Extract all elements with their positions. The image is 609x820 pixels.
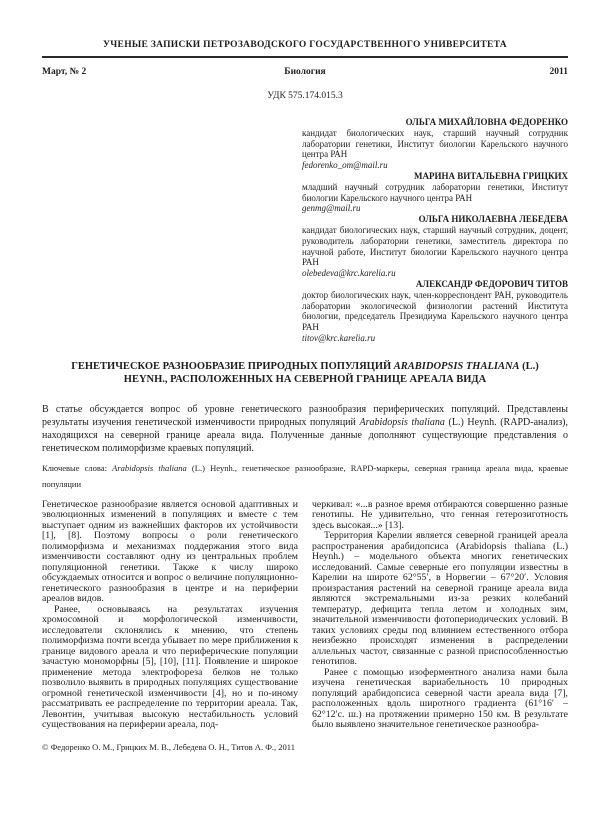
author-name: ОЛЬГА МИХАЙЛОВНА ФЕДОРЕНКО — [405, 117, 568, 127]
author-name: АЛЕКСАНДР ФЕДОРОВИЧ ТИТОВ — [415, 278, 568, 289]
masthead-row — [42, 67, 568, 78]
author-name: МАРИНА ВИТАЛЬЕВНА ГРИЦКИХ — [414, 170, 568, 181]
header-rule — [42, 56, 568, 58]
author-entry — [302, 171, 568, 214]
body-paragraph: Ранее с помощью изоферментного анализа нами была изучена генетическая вариабельность 10 природных популяций арабидопсиса северной части ареала вида [7], расположенных вдоль широтного градиента (61°16′ – 62°12′с. ш.) на протяжении примерно 150 км. В результате было выявлено значительное генетическое разнообра- — [312, 666, 568, 731]
author-affiliation: младший научный сотрудник лаборатории генетики, Институт биологии Карельского научного центра РАН — [302, 181, 568, 203]
author-affiliation: кандидат биологических наук, старший научный сотрудник, доцент, руководитель лаборатории генетики, заместитель директора по научной работе, Институт биологии Карельского научного центра РАН — [302, 224, 568, 268]
right-column — [312, 500, 568, 731]
body-paragraph: черкивал: «...в разное время отбираются совершенно разные генотипы. Не удивительно, что генная гетерозиготность здесь высокая...» [13]. — [312, 498, 568, 531]
author-email: fedorenko_om@mail.ru — [302, 160, 388, 171]
abstract-paragraph — [42, 403, 568, 455]
author-email: genmg@mail.ru — [302, 203, 361, 214]
issue-label: Март, № 2 — [42, 67, 87, 77]
author-name: ОЛЬГА НИКОЛАЕВНА ЛЕБЕДЕВА — [418, 214, 568, 225]
author-email: titov@krc.karelia.ru — [302, 332, 376, 343]
article-title — [53, 360, 558, 386]
abstract-text-part1: В статье обсуждается вопрос об уровне генетического разнообразия периферических популяций. Представлены результаты изучения генетической изменчивости природных популяций — [42, 403, 568, 428]
keywords-line — [42, 460, 568, 492]
body-text-part1: Территория Карелии является северной границей ареала распространения арабидопсиса ( — [312, 530, 568, 552]
keywords-list: (L.) Heynh., генетическое разнообразие, RAPD-маркеры, северная граница ареала вида, краевые популяции — [42, 462, 568, 489]
author-entry — [302, 279, 568, 344]
abstract-text-part2: (L.) Heynh. (RAPD-анализ), находящихся на северной границе ареала вида. Полученные данные дополняют существующие представления о генетическом полиморфизме краевых популяций. — [42, 416, 569, 454]
author-affiliation: кандидат биологических наук, старший научный сотрудник лаборатории генетики, Институт биологии Карельского научного центра РАН — [302, 127, 568, 160]
article-title-part2: (L.) HEYNH., РАСПОЛОЖЕННЫХ НА СЕВЕРНОЙ ГРАНИЦЕ АРЕАЛА ВИДА — [123, 360, 539, 385]
udk-code: УДК 575.174.015.3 — [267, 91, 343, 101]
species-name: ARABIDOPSIS THALIANA — [393, 360, 520, 372]
copyright-line: © Федоренко О. М., Грицких М. В., Лебедева О. Н., Титов А. Ф., 2011 — [42, 741, 295, 752]
body-text-part2: (L.) Heynh.) – модельного объекта многих генетических исследований. Самые северные его популяции известны в Карелии на широте 62°55′, в Норвегии – 67°20′. Условия произрастания растений на северной границе ареала вида являются экстремальными из-за резких колебаний температур, дефицита тепла летом и холодных зим, значительной изменчивости фотопериодических условий. В таких условиях среды под влиянием естественного отбора неизбежно происходят изменения в распределении аллельных частот, связанные с разной приспособленностью генотипов. — [312, 540, 568, 668]
species-name: Arabidopsis thaliana — [112, 462, 187, 473]
article-title-part1: ГЕНЕТИЧЕСКОЕ РАЗНООБРАЗИЕ ПРИРОДНЫХ ПОПУЛЯЦИЙ — [71, 360, 394, 372]
author-entry — [302, 214, 568, 279]
body-paragraph: Ранее, основываясь на результатах изучения хромосомной и морфологической изменчивости, исследователи склонялись к мнению, что степень полиморфизма почти всегда убывает по мере приближения к границе видового ареала и что периферические популяции зачастую мономорфны [5], [10], [11]. Появление и широкое применение метода электрофореза белков не только позволило выявить в природных популяциях существование огромной генетической изменчивости [4], но и по-иному рассматривать ее распределение по территории ареала. Так, Левонтин, учитывая высокую нестабильность условий существования на периферии ареала, под- — [42, 603, 298, 731]
author-email: olebedeva@krc.karelia.ru — [302, 268, 396, 279]
author-entry — [302, 117, 568, 171]
body-columns — [42, 500, 568, 731]
section-label: Биология — [284, 67, 326, 77]
author-affiliation: доктор биологических наук, член-корреспондент РАН, руководитель лаборатории экологической физиологии растений Института биологии, председатель Президиума Карельского научного центра РАН — [302, 289, 568, 333]
authors-block — [302, 117, 568, 344]
year-label: 2011 — [549, 67, 568, 77]
species-name: Arabidopsis thaliana — [359, 416, 445, 428]
left-column — [42, 500, 298, 731]
keywords-label: Ключевые слова: — [42, 462, 113, 473]
journal-header: УЧЕНЫЕ ЗАПИСКИ ПЕТРОЗАВОДСКОГО ГОСУДАРСТВЕННОГО УНИВЕРСИТЕТА — [103, 40, 507, 50]
body-paragraph — [312, 531, 568, 668]
body-paragraph: Генетическое разнообразие является основой адаптивных и эволюционных изменений в популяциях и вместе с тем выступает одним из важнейших факторов их устойчивости [1], [8]. Поэтому вопросы о роли генетического полиморфизма и механизмах поддержания этого вида изменчивости составляют одну из центральных проблем популяционной генетики. Также к числу широко обсуждаемых относится и вопрос о величине популяционно-генетического разнообразия в центре и на периферии ареалов видов. — [42, 498, 298, 605]
species-name: Arabidopsis thaliana — [459, 540, 546, 552]
